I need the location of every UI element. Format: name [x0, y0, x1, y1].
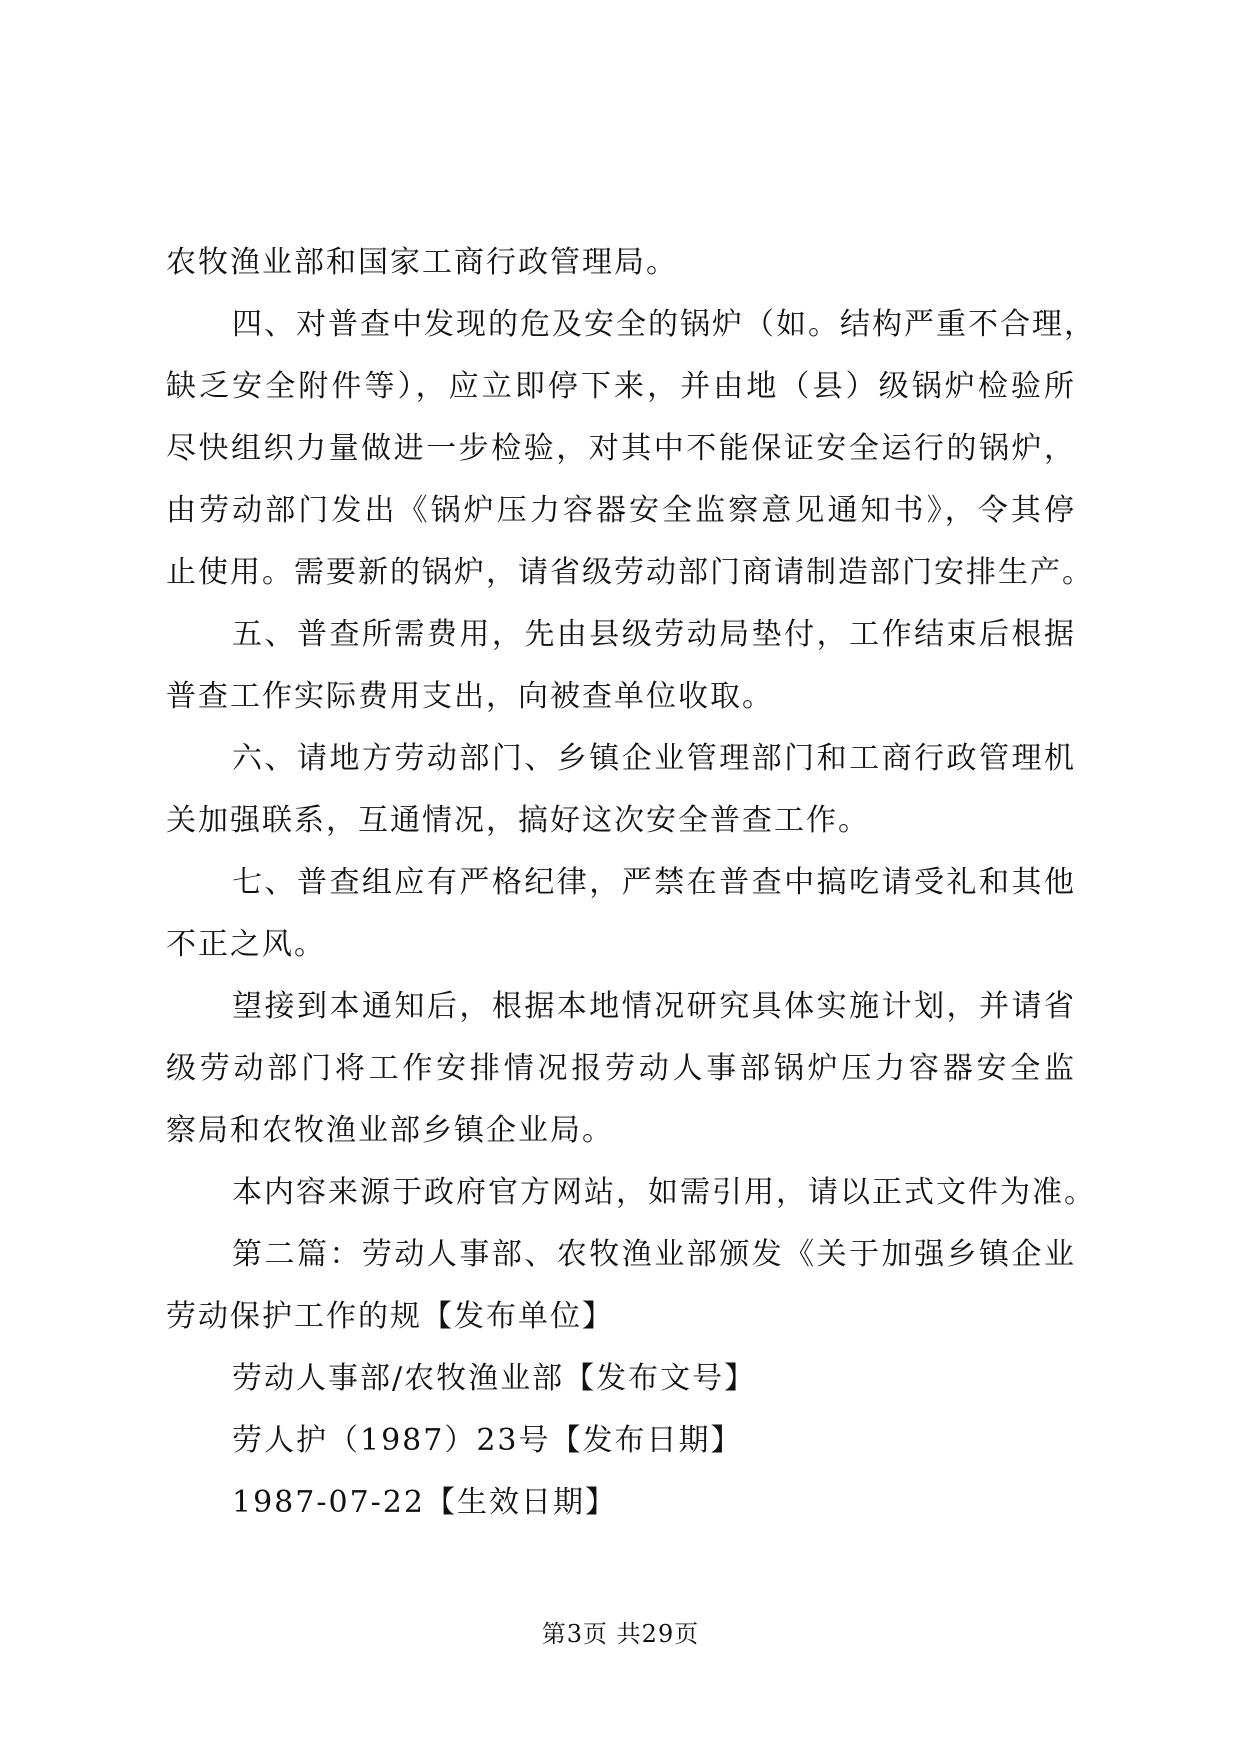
text-line: 关加强联系，互通情况，搞好这次安全普查工作。	[166, 803, 870, 838]
text-line: 由劳动部门发出《锅炉压力容器安全监察意见通知书》，令其停	[166, 493, 1076, 528]
text-line: 缺乏安全附件等），应立即停下来，并由地（县）级锅炉检验所	[166, 369, 1076, 404]
text-line: 1987-07-22【生效日期】	[232, 1485, 617, 1520]
text-line: 四、对普查中发现的危及安全的锅炉（如。结构严重不合理，	[232, 307, 1096, 342]
text-line: 六、请地方劳动部门、乡镇企业管理部门和工商行政管理机	[232, 741, 1076, 776]
text-line: 级劳动部门将工作安排情况报劳动人事部锅炉压力容器安全监	[166, 1051, 1076, 1086]
text-line: 止使用。需要新的锅炉，请省级劳动部门商请制造部门安排生产。	[166, 555, 1094, 590]
text-line: 劳动保护工作的规【发布单位】	[166, 1299, 614, 1334]
document-body	[166, 232, 1096, 1534]
text-line: 不正之风。	[166, 927, 326, 962]
text-line: 农牧渔业部和国家工商行政管理局。	[166, 245, 678, 280]
text-line: 五、普查所需费用，先由县级劳动局垫付，工作结束后根据	[232, 617, 1076, 652]
page-number: 第3页 共29页	[541, 1620, 700, 1648]
text-line: 本内容来源于政府官方网站，如需引用，请以正式文件为准。	[232, 1175, 1096, 1210]
text-line: 七、普查组应有严格纪律，严禁在普查中搞吃请受礼和其他	[232, 865, 1076, 900]
text-line: 第二篇：劳动人事部、农牧渔业部颁发《关于加强乡镇企业	[232, 1237, 1076, 1272]
text-line: 察局和农牧渔业部乡镇企业局。	[166, 1113, 614, 1148]
text-line: 望接到本通知后，根据本地情况研究具体实施计划，并请省	[232, 989, 1076, 1024]
text-line: 普查工作实际费用支出，向被查单位收取。	[166, 679, 774, 714]
text-line: 尽快组织力量做进一步检验，对其中不能保证安全运行的锅炉，	[166, 431, 1076, 466]
text-line: 劳动人事部/农牧渔业部【发布文号】	[232, 1361, 757, 1396]
text-line: 劳人护（1987）23号【发布日期】	[232, 1423, 743, 1458]
